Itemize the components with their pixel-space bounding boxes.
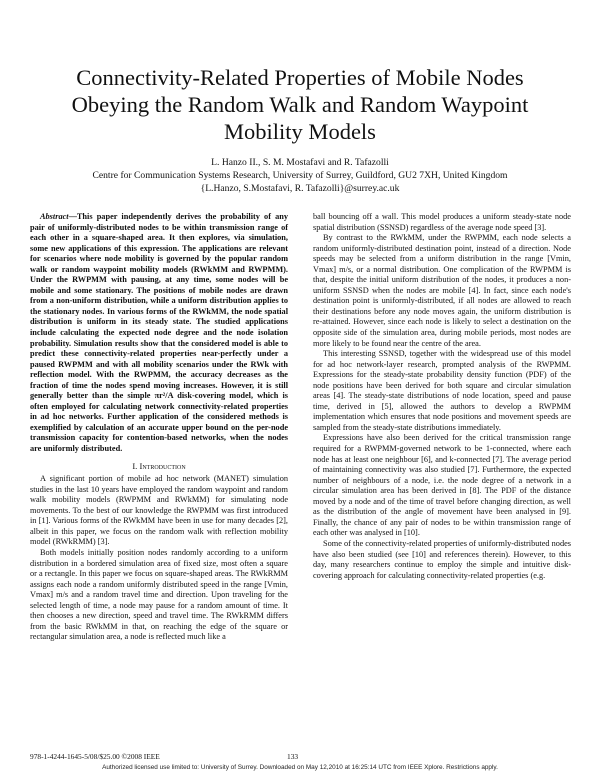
abstract-lead: Abstract (40, 212, 69, 221)
license-note: Authorized licensed use limited to: University of Surrey. Downloaded on May 12,2010 at 16:25:14 UTC from IEEE Xplore. Restrictions apply. (102, 764, 498, 771)
right-paragraph: Expressions have also been derived for the critical transmission range required for a RWPMM-governed network to be 1-connected, where each node has at least one neighbour [6], and k-connected [7]. The average period of maintaining connectivity was also studied [7]. Furthermore, the expected number of neighbours of a node, i.e. the node degree of a network in a circular simulation area has been derived in [8]. The PDF of the distance moved by a node and of the time of travel before changing direction, as well as the distribution of the angle of movement have been analysed in [9]. Finally, the chance of any pair of nodes to be within transmission range of each other was analysed in [10]. (313, 433, 571, 538)
left-column (30, 212, 288, 643)
author-block (30, 157, 570, 195)
author-names: L. Hanzo II., S. M. Mostafavi and R. Tafazolli (211, 157, 389, 168)
left-paragraph: Both models initially position nodes randomly according to a uniform distribution in a bordered simulation area of fixed size, most often a square or a rectangle. In this paper we focus on square-shaped areas. The RWkRMM assigns each node a random uniformly distributed speed in the range [Vmin, Vmax] m/s and a random travel time and direction. Upon traveling for the selected length of time, a node may pause for a random amount of time. It then chooses a new direction, speed and travel time. The RWkRMM differs from the basic RWkMM in that, on reaching the edge of the square or rectangular simulation area, a node is reflected much like a (30, 547, 288, 642)
affiliation: Centre for Communication Systems Research, University of Surrey, Guildford, GU2 7XH, United Kingdom (92, 169, 508, 181)
right-paragraph: Some of the connectivity-related properties of uniformly-distributed nodes have also been studied (see [10] and references therein). However, to this day, many researchers continue to employ the simple and intuitive disk-covering approach for calculating connectivity-related properties (e.g. (313, 538, 571, 580)
left-paragraph: A significant portion of mobile ad hoc network (MANET) simulation studies in the last 10 years have employed the random waypoint and random walk mobility models (RWPMM and RWkMM) for simulating node movements. To the best of our knowledge the RWPMM was first introduced in [1]. Various forms of the RWkMM have been in use for many decades [2], albeit in this paper, we focus on the random walk with reflection mobility model (RWkRMM) [3]. (30, 474, 288, 547)
title-line-3: Mobility Models (224, 119, 376, 144)
section-heading-introduction: I. Introduction (132, 460, 186, 471)
abstract (30, 212, 288, 455)
right-paragraph: ball bouncing off a wall. This model produces a uniform steady-state node spatial distribution (SSNSD) regardless of the average node speed [3]. (313, 212, 571, 232)
author-emails: {L.Hanzo, S.Mostafavi, R. Tafazolli}@surrey.ac.uk (200, 182, 400, 194)
abstract-body: —This paper independently derives the probability of any pair of uniformly-distributed nodes to be within transmission range of each other in a square-shaped area. It then explores, via simulation, some new applications of this expression. The applications are relevant for scenarios where node mobility is governed by the popular random walk or random waypoint mobility models (RWkMM and RWPMM). Under the RWPMM with pausing, at any time, some nodes will be mobile and some stationary. The positions of mobile nodes are drawn from a non-uniform distribution, while a uniform distribution applies to the stationary nodes. In various forms of the RWkMM, the node spatial distribution is uniform in its steady state. The studied applications include calculating the expected node degree and the node isolation probability. Simulation results show that the considered model is able to predict these connectivity-related properties near-perfectly under a paused RWPMM and with all mobility scenarios under the RWk with reflection model. With the RWPMM, the accuracy decreases as the fraction of time the nodes spend moving increases. However, it is still generally better than the simple πr²/A disk-covering model, which is often employed for calculating network connectivity-related properties in ad hoc networks. Further application of the considered methods is exemplified by calculation of an accurate upper bound on the per-node transmission capacity for contention-based networks, when the nodes are uniformly distributed. (30, 212, 288, 454)
paper-title (30, 64, 570, 145)
page-number: 133 (287, 752, 299, 761)
right-column (313, 212, 571, 581)
title-line-2: Obeying the Random Walk and Random Waypoint (71, 92, 529, 117)
right-paragraph: This interesting SSNSD, together with the widespread use of this model for ad hoc network-layer research, prompted analysis of the RWPMM. Expressions for the steady-state probability density function (PDF) of the node positions have been derived for both square and circular simulation areas [4]. The steady-state distributions of node location, speed and pause time, derived in [5], allowed the authors to develop a RWPMM implementation which ensures that node positions and movement speeds are sampled from the steady-state distributions immediately. (313, 349, 571, 432)
right-paragraph: By contrast to the RWkMM, under the RWPMM, each node selects a random uniformly-distributed destination point, instead of a direction. Node speeds may be selected from a uniform distribution in the range [Vmin, Vmax] m/s, or a normal distribution. One complication of the RWPMM is that, despite the initial uniform distribution of the nodes, it produces a non-uniform SSNSD when the nodes are mobile [4]. In fact, since each node's destination point is uniformly-distributed, if all nodes are allowed to reach their destinations before any node moves again, the uniform distribution is re-attained. However, since each node is likely to select a destination on the opposite side of the simulation area, during mobile periods, most nodes are more likely to be found near the centre of the area. (313, 233, 571, 348)
title-line-1: Connectivity-Related Properties of Mobile Nodes (76, 65, 524, 90)
footer-isbn: 978-1-4244-1645-5/08/$25.00 ©2008 IEEE (30, 752, 160, 761)
